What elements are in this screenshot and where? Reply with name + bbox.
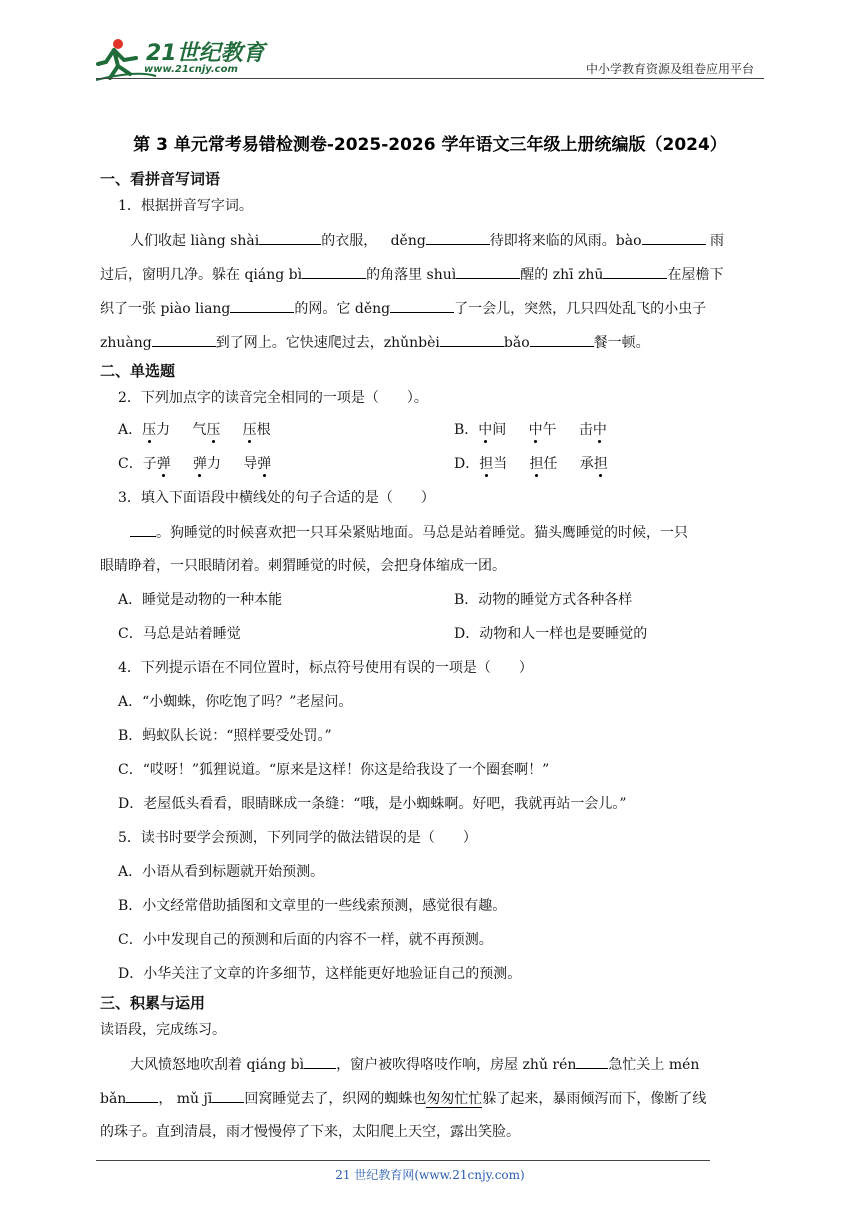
q3-passage-line-1: 。狗睡觉的时候喜欢把一只耳朵紧贴地面。马总是站着睡觉。猫头鹰睡觉的时候，一只 — [130, 522, 688, 543]
question-2: 2．下列加点字的读音完全相同的一项是（ ）。 — [118, 390, 428, 406]
q3-passage-line-2: 眼睛睁着，一只眼睛闭着。刺猬睡觉的时候，会把身体缩成一团。 — [100, 558, 506, 574]
question-4: 4．下列提示语在不同位置时，标点符号使用有误的一项是（ ） — [118, 660, 533, 676]
page-title: 第 3 单元常考易错检测卷-2025-2026 学年语文三年级上册统编版（2024） — [133, 135, 727, 155]
q5-option-c[interactable]: C．小中发现自己的预测和后面的内容不一样，就不再预测。 — [118, 932, 493, 948]
pinyin-line-4: zhuàng 到了网上。它快速爬过去，zhǔnbèi bǎo 餐一顿。 — [100, 332, 650, 353]
question-5: 5．读书时要学会预测，下列同学的做法错误的是（ ） — [118, 830, 477, 846]
footer-source[interactable]: 21 世纪教育网(www.21cnjy.com) — [335, 1168, 525, 1182]
section-1-heading: 一、看拼音写词语 — [100, 170, 221, 188]
section-3-heading: 三、积累与运用 — [100, 994, 206, 1012]
q4-option-b[interactable]: B．蚂蚁队长说：“照样要受处罚。” — [118, 728, 332, 744]
q2-option-a[interactable]: A．压力 气压 压根 — [118, 422, 271, 438]
logo-url: www.21cnjy.com — [144, 64, 238, 75]
question-3: 3．填入下面语段中横线处的句子合适的是（ ） — [118, 490, 435, 506]
answer-blank[interactable] — [576, 1054, 608, 1069]
pinyin-line-3: 织了一张 piào liang 的网。它 děng 了一会儿，突然，几只四处乱飞的小虫子 — [100, 298, 706, 319]
footer-divider — [96, 1160, 710, 1161]
answer-blank[interactable] — [440, 332, 504, 347]
q2-option-c[interactable]: C．子弹 弹力 导弹 — [118, 456, 272, 472]
q2-option-b[interactable]: B．中间 中午 击中 — [454, 422, 607, 438]
q3-option-d[interactable]: D．动物和人一样也是要睡觉的 — [454, 626, 648, 642]
q5-option-a[interactable]: A．小语从看到标题就开始预测。 — [118, 864, 325, 880]
q5-option-b[interactable]: B．小文经常借助插图和文章里的一些线索预测，感觉很有趣。 — [118, 898, 507, 914]
q4-option-c[interactable]: C．“哎呀！”狐狸说道。“原来是这样！你这是给我设了一个圈套啊！” — [118, 762, 550, 778]
answer-blank[interactable] — [390, 298, 454, 313]
answer-blank[interactable] — [230, 298, 294, 313]
q5-option-d[interactable]: D．小华关注了文章的许多细节，这样能更好地验证自己的预测。 — [118, 966, 522, 982]
answer-blank[interactable] — [426, 230, 490, 245]
answer-blank[interactable] — [456, 264, 520, 279]
answer-blank[interactable] — [302, 264, 366, 279]
header-divider — [96, 78, 764, 79]
answer-blank[interactable] — [126, 1088, 158, 1103]
answer-blank[interactable] — [642, 230, 706, 245]
q3-option-a[interactable]: A．睡觉是动物的一种本能 — [118, 592, 283, 608]
q3-option-b[interactable]: B．动物的睡觉方式各种各样 — [454, 592, 633, 608]
answer-blank[interactable] — [130, 522, 156, 537]
answer-blank[interactable] — [603, 264, 667, 279]
q2-option-d[interactable]: D．担当 担任 承担 — [454, 456, 608, 472]
answer-blank[interactable] — [304, 1054, 336, 1069]
pinyin-line-2: 过后，窗明几净。躲在 qiáng bì 的角落里 shuì 醒的 zhī zhū 在屋檐下 — [100, 264, 723, 285]
section-2-heading: 二、单选题 — [100, 362, 176, 380]
passage-line-2: bǎn ， mǔ jī 回窝睡觉去了，织网的蜘蛛也匆匆忙忙躲了起来，暴雨倾泻而下，像断了线 — [100, 1088, 706, 1109]
answer-blank[interactable] — [530, 332, 594, 347]
pinyin-line-1: 人们收起 liàng shài 的衣服， děng 待即将来临的风雨。bào 雨 — [130, 230, 724, 251]
platform-name: 中小学教育资源及组卷应用平台 — [585, 62, 754, 76]
answer-blank[interactable] — [259, 230, 321, 245]
passage-line-1: 大风愤怒地吹刮着 qiáng bì ，窗户被吹得咯吱作响，房屋 zhǔ rén 急忙关上 mén — [130, 1054, 699, 1075]
passage-line-3: 的珠子。直到清晨，雨才慢慢停了下来，太阳爬上天空，露出笑脸。 — [100, 1124, 520, 1140]
question-1: 1．根据拼音写字词。 — [118, 198, 253, 214]
q4-option-d[interactable]: D．老屋低头看看，眼睛眯成一条缝：“哦，是小蜘蛛啊。好吧，我就再站一会儿。” — [118, 796, 627, 812]
underlined-phrase: 匆匆忙忙 — [426, 1091, 483, 1107]
section-3-intro: 读语段，完成练习。 — [100, 1022, 226, 1038]
answer-blank[interactable] — [212, 1088, 244, 1103]
answer-blank[interactable] — [152, 332, 216, 347]
q4-option-a[interactable]: A．“小蜘蛛，你吃饱了吗？”老屋问。 — [118, 694, 353, 710]
logo-wordmark: 21世纪教育 — [146, 41, 265, 66]
q3-option-c[interactable]: C．马总是站着睡觉 — [118, 626, 241, 642]
